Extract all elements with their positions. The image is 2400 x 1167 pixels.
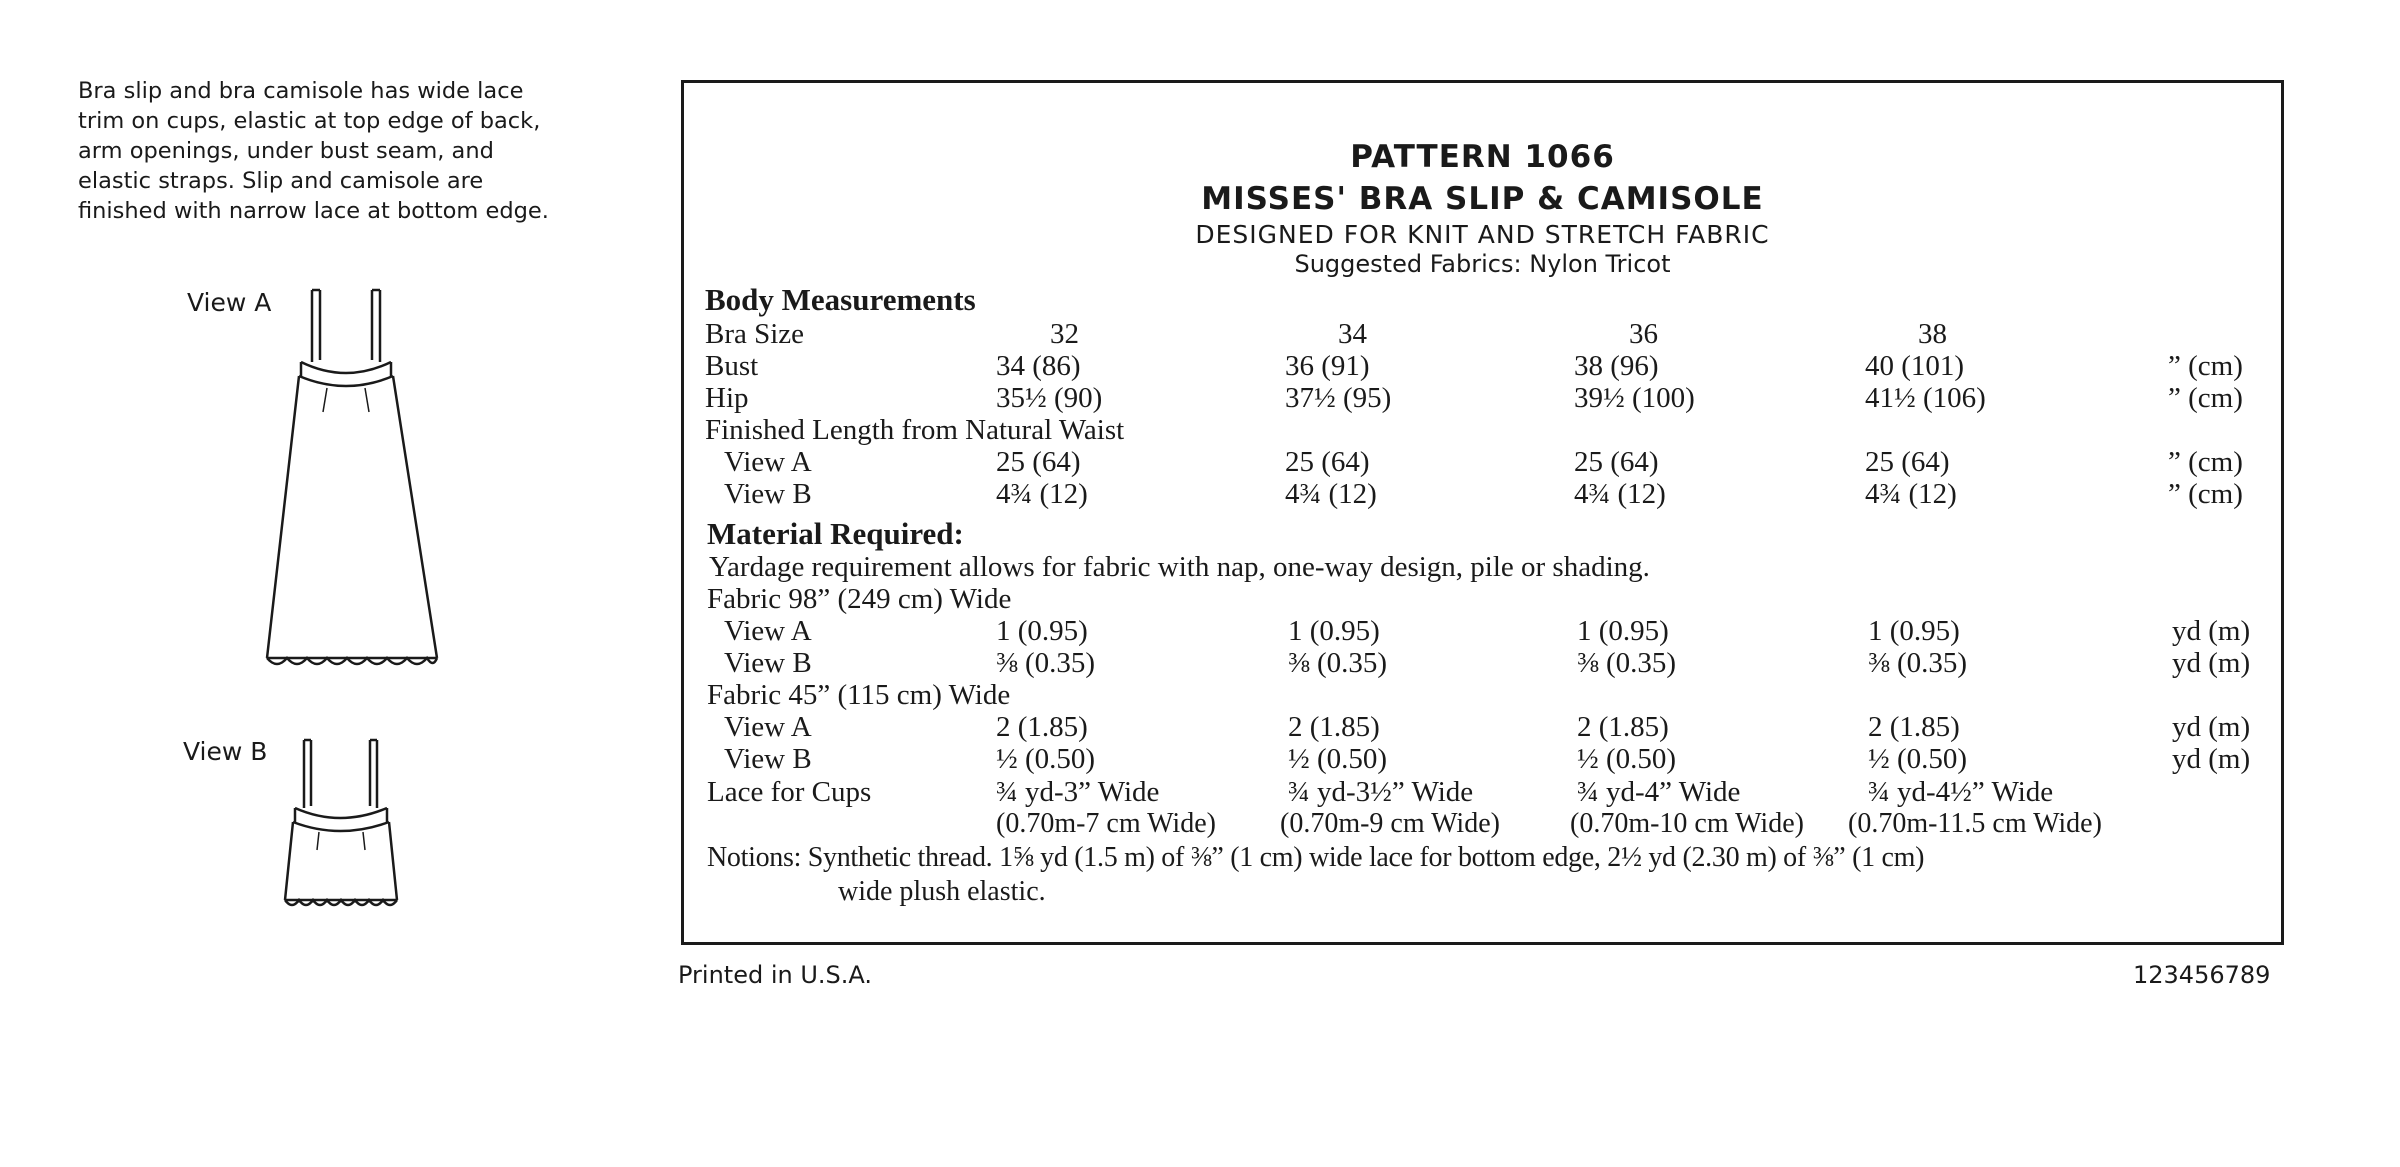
table-cell: 38 (96): [1574, 350, 1659, 382]
fabric-98-heading: Fabric 98” (249 cm) Wide: [707, 583, 1012, 615]
row-label: Bust: [705, 350, 759, 382]
unit-label: yd (m): [2172, 743, 2251, 775]
row-label: View B: [724, 478, 812, 510]
table-cell: ½ (0.50): [1288, 743, 1388, 775]
unit-label: ” (cm): [2168, 478, 2243, 510]
table-cell: 25 (64): [996, 446, 1081, 478]
description-line: elastic straps. Slip and camisole are: [78, 168, 484, 194]
pattern-number: PATTERN 1066: [1350, 139, 1615, 175]
table-cell: (0.70m-7 cm Wide): [996, 808, 1216, 839]
table-cell: 34: [1338, 318, 1367, 350]
table-cell: 1 (0.95): [1288, 615, 1380, 647]
unit-label: yd (m): [2172, 615, 2251, 647]
description-line: finished with narrow lace at bottom edge.: [78, 198, 549, 224]
table-cell: ¾ yd-3” Wide: [996, 776, 1160, 808]
table-cell: ⅜ (0.35): [1868, 647, 1968, 679]
notions-line: Notions: Synthetic thread. 1⅝ yd (1.5 m) of ⅜” (1 cm) wide lace for bottom edge, 2½ yd (2.30 m) of ⅜” (1 cm): [707, 842, 1925, 873]
table-cell: 4¾ (12): [1285, 478, 1377, 510]
view-a-label: View A: [187, 288, 272, 317]
row-label: View A: [724, 615, 812, 647]
row-label: Lace for Cups: [707, 776, 872, 808]
table-cell: 1 (0.95): [1868, 615, 1960, 647]
unit-label: ” (cm): [2168, 446, 2243, 478]
table-cell: (0.70m-10 cm Wide): [1570, 808, 1804, 839]
table-cell: 38: [1918, 318, 1947, 350]
table-cell: 41½ (106): [1865, 382, 1986, 414]
unit-label: ” (cm): [2168, 350, 2243, 382]
table-cell: 37½ (95): [1285, 382, 1392, 414]
fabric-45-heading: Fabric 45” (115 cm) Wide: [707, 679, 1011, 711]
description-line: Bra slip and bra camisole has wide lace: [78, 78, 524, 104]
row-label: View A: [724, 711, 812, 743]
table-cell: ½ (0.50): [996, 743, 1096, 775]
view-b-label: View B: [183, 737, 268, 766]
table-cell: 1 (0.95): [1577, 615, 1669, 647]
notions-line: wide plush elastic.: [838, 876, 1046, 907]
table-cell: ¾ yd-4½” Wide: [1868, 776, 2054, 808]
suggested-fabrics: Suggested Fabrics: Nylon Tricot: [1294, 250, 1671, 278]
table-cell: 35½ (90): [996, 382, 1103, 414]
row-label: View A: [724, 446, 812, 478]
description-line: trim on cups, elastic at top edge of back,: [78, 108, 541, 134]
table-cell: 34 (86): [996, 350, 1081, 382]
unit-label: yd (m): [2172, 647, 2251, 679]
unit-label: yd (m): [2172, 711, 2251, 743]
print-code: 123456789: [2133, 961, 2271, 989]
table-cell: ½ (0.50): [1577, 743, 1677, 775]
table-cell: ½ (0.50): [1868, 743, 1968, 775]
table-cell: ⅜ (0.35): [996, 647, 1096, 679]
printed-in: Printed in U.S.A.: [678, 961, 873, 989]
table-cell: 39½ (100): [1574, 382, 1695, 414]
table-cell: 2 (1.85): [1288, 711, 1380, 743]
material-required-heading: Material Required:: [707, 516, 964, 551]
description-line: arm openings, under bust seam, and: [78, 138, 494, 164]
table-cell: 40 (101): [1865, 350, 1965, 382]
table-cell: (0.70m-9 cm Wide): [1280, 808, 1500, 839]
designed-for: DESIGNED FOR KNIT AND STRETCH FABRIC: [1195, 220, 1770, 249]
table-cell: 2 (1.85): [1577, 711, 1669, 743]
table-cell: 25 (64): [1285, 446, 1370, 478]
unit-label: ” (cm): [2168, 382, 2243, 414]
table-cell: 1 (0.95): [996, 615, 1088, 647]
table-cell: 32: [1050, 318, 1079, 350]
table-cell: 25 (64): [1574, 446, 1659, 478]
table-cell: (0.70m-11.5 cm Wide): [1848, 808, 2102, 839]
table-cell: 36: [1629, 318, 1658, 350]
pattern-description: [78, 76, 626, 226]
table-cell: 36 (91): [1285, 350, 1370, 382]
table-cell: 25 (64): [1865, 446, 1950, 478]
pattern-title: MISSES' BRA SLIP & CAMISOLE: [1201, 181, 1764, 217]
table-cell: ⅜ (0.35): [1288, 647, 1388, 679]
view-b-camisole-drawing: [275, 730, 415, 915]
table-cell: 2 (1.85): [996, 711, 1088, 743]
row-label: View B: [724, 647, 812, 679]
row-label: Bra Size: [705, 318, 805, 350]
table-cell: ¾ yd-4” Wide: [1577, 776, 1741, 808]
table-cell: 4¾ (12): [996, 478, 1088, 510]
view-a-slip-drawing: [255, 280, 455, 670]
yardage-note: Yardage requirement allows for fabric with nap, one-way design, pile or shading.: [709, 551, 1650, 583]
body-measurements-heading: Body Measurements: [705, 282, 976, 317]
row-label: View B: [724, 743, 812, 775]
table-cell: 4¾ (12): [1574, 478, 1666, 510]
table-cell: ¾ yd-3½” Wide: [1288, 776, 1474, 808]
row-label: Hip: [705, 382, 749, 414]
row-label: Finished Length from Natural Waist: [705, 414, 1125, 446]
table-cell: 2 (1.85): [1868, 711, 1960, 743]
table-cell: ⅜ (0.35): [1577, 647, 1677, 679]
table-cell: 4¾ (12): [1865, 478, 1957, 510]
